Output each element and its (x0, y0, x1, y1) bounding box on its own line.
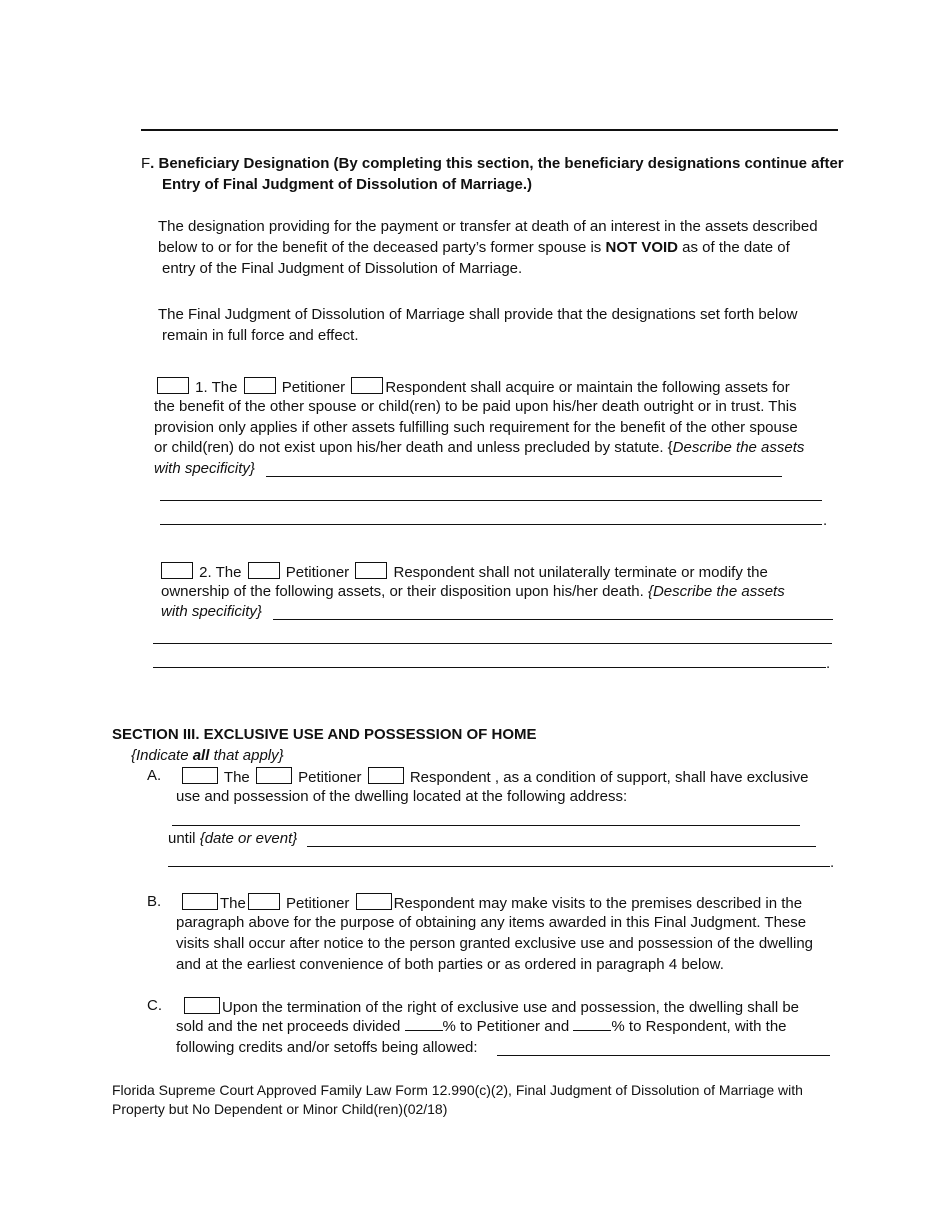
item-a-the: The (223, 769, 250, 786)
item-b-respondent-checkbox[interactable] (356, 893, 392, 910)
section-iii-heading (112, 726, 537, 743)
item2-line2 (161, 583, 785, 600)
item-c-line3: following credits and/or setoffs being allowed: (176, 1039, 478, 1056)
indicate-text-a: {Indicate (131, 747, 193, 764)
credits-blank[interactable] (497, 1055, 830, 1056)
until-blank[interactable] (307, 846, 816, 847)
item1-petitioner-checkbox[interactable] (244, 377, 276, 394)
para1-line3: entry of the Final Judgment of Dissolution of Marriage. (162, 260, 523, 277)
item-a-line2: use and possession of the dwelling located at the following address: (176, 788, 628, 805)
item2-line2-italic: {Describe the assets (647, 583, 785, 600)
item1-blank-2[interactable] (160, 500, 822, 501)
petitioner-percent-blank[interactable] (405, 1018, 443, 1031)
item-a-petitioner-checkbox[interactable] (256, 767, 292, 784)
item-a-period: . (830, 854, 835, 871)
item2-blank-3[interactable] (153, 667, 826, 668)
item-c-text: Upon the termination of the right of exclusive use and possession, the dwelling shall be (222, 999, 800, 1016)
item-b-line3: visits shall occur after notice to the person granted exclusive use and possession of the dwelling (176, 935, 814, 952)
item-c-checkbox[interactable] (184, 997, 220, 1014)
item-b-petitioner-label: Petitioner (286, 895, 350, 912)
item2-blank-1[interactable] (273, 619, 833, 620)
section-f-heading-line1 (141, 155, 844, 172)
item2-petitioner-checkbox[interactable] (248, 562, 280, 579)
item2-line2-text: ownership of the following assets, or their disposition upon his/her death. (161, 583, 644, 600)
address-blank[interactable] (172, 825, 800, 826)
item1-specificity: with specificity} (154, 460, 255, 477)
item2-period: . (826, 655, 831, 672)
section-f-letter: F (141, 155, 151, 172)
footer-line1: Florida Supreme Court Approved Family Law Form 12.990(c)(2), Final Judgment of Dissolution of Marriage with (112, 1082, 803, 1098)
indicate-all: all (192, 747, 210, 764)
item-a-label: A. (147, 767, 162, 784)
item-b-respondent-label: Respondent may make visits to the premises described in the (393, 895, 803, 912)
indicate-text-b: that apply} (209, 747, 284, 764)
item-b-line4: and at the earliest convenience of both parties or as ordered in paragraph 4 below. (176, 956, 724, 973)
item2-respondent-checkbox[interactable] (355, 562, 387, 579)
item2-line1 (159, 562, 768, 581)
section-f-heading-line2 (162, 176, 532, 193)
item1-num: 1. The (195, 379, 238, 396)
item-b-checkbox[interactable] (182, 893, 218, 910)
item-b-petitioner-checkbox[interactable] (248, 893, 280, 910)
item1-line2: the benefit of the other spouse or child(ren) to be paid upon his/her death outright or in trust. This (154, 398, 797, 415)
item1-line4-italic: Describe the assets (672, 439, 805, 456)
section-f-heading-text2: Entry of Final Judgment of Dissolution of Marriage.) (162, 176, 533, 193)
para1-line2 (158, 239, 790, 256)
item-a-respondent-checkbox[interactable] (368, 767, 404, 784)
item-c-line2 (176, 1018, 787, 1035)
item-a-line1 (180, 767, 808, 786)
item1-line4-text: or child(ren) do not exist upon his/her death and unless precluded by statute. { (154, 439, 673, 456)
not-void-text: NOT VOID (605, 239, 678, 256)
item-b-the: The (220, 895, 246, 912)
item1-blank-3[interactable] (160, 524, 822, 525)
footer-line2: Property but No Dependent or Minor Child(ren)(02/18) (112, 1101, 448, 1117)
item1-line3: provision only applies if other assets fulfilling such requirement for the benefit of the other spouse (154, 419, 798, 436)
respondent-percent-blank[interactable] (573, 1018, 611, 1031)
item-a-petitioner-label: Petitioner (298, 769, 362, 786)
item-c-line2-a: sold and the net proceeds divided (176, 1018, 401, 1035)
item-c-line1 (182, 997, 799, 1016)
item-c-label: C. (147, 997, 162, 1014)
item1-line1 (155, 377, 790, 396)
para1-text-b: as of the date of (682, 239, 790, 256)
until-blank-2[interactable] (168, 866, 830, 867)
item1-petitioner-label: Petitioner (281, 379, 346, 396)
item-b-line1 (180, 893, 802, 912)
item1-line4 (154, 439, 804, 456)
para1-line1: The designation providing for the payment or transfer at death of an interest in the assets described (158, 218, 818, 235)
item1-respondent-label: Respondent shall acquire or maintain the following assets for (385, 379, 790, 396)
indicate-note (131, 747, 284, 764)
para2-line2: remain in full force and effect. (162, 327, 359, 344)
item2-petitioner-label: Petitioner (285, 564, 350, 581)
section-f-heading-text: . Beneficiary Designation (By completing this section, the beneficiary designations continue after (150, 155, 844, 172)
item2-line3 (161, 603, 262, 620)
item-c-line2-b: % to Petitioner and (442, 1018, 570, 1035)
item1-checkbox[interactable] (157, 377, 189, 394)
item1-period: . (823, 512, 828, 529)
item2-respondent-label: Respondent shall not unilaterally terminate or modify the (393, 564, 768, 581)
item-b-line2: paragraph above for the purpose of obtaining any items awarded in this Final Judgment. These (176, 914, 807, 931)
item-a-checkbox[interactable] (182, 767, 218, 784)
item1-line5 (154, 460, 255, 477)
item2-blank-2[interactable] (153, 643, 832, 644)
until-line (168, 830, 297, 847)
until-text: until (168, 830, 200, 847)
item1-respondent-checkbox[interactable] (351, 377, 383, 394)
until-italic: {date or event} (199, 830, 298, 847)
item2-specificity: with specificity} (161, 603, 262, 620)
item1-blank-1[interactable] (266, 476, 782, 477)
top-rule (141, 129, 838, 131)
para2-line1: The Final Judgment of Dissolution of Marriage shall provide that the designations set forth below (158, 306, 798, 323)
item2-num: 2. The (199, 564, 242, 581)
section-iii-heading-text: SECTION III. EXCLUSIVE USE AND POSSESSION OF HOME (112, 726, 537, 743)
item-c-line2-c: % to Respondent, with the (611, 1018, 787, 1035)
item2-checkbox[interactable] (161, 562, 193, 579)
para1-text: below to or for the benefit of the deceased party’s former spouse is (158, 239, 602, 256)
item-b-label: B. (147, 893, 162, 910)
item-a-respondent-label: Respondent , as a condition of support, shall have exclusive (409, 769, 809, 786)
footer (112, 1081, 832, 1119)
